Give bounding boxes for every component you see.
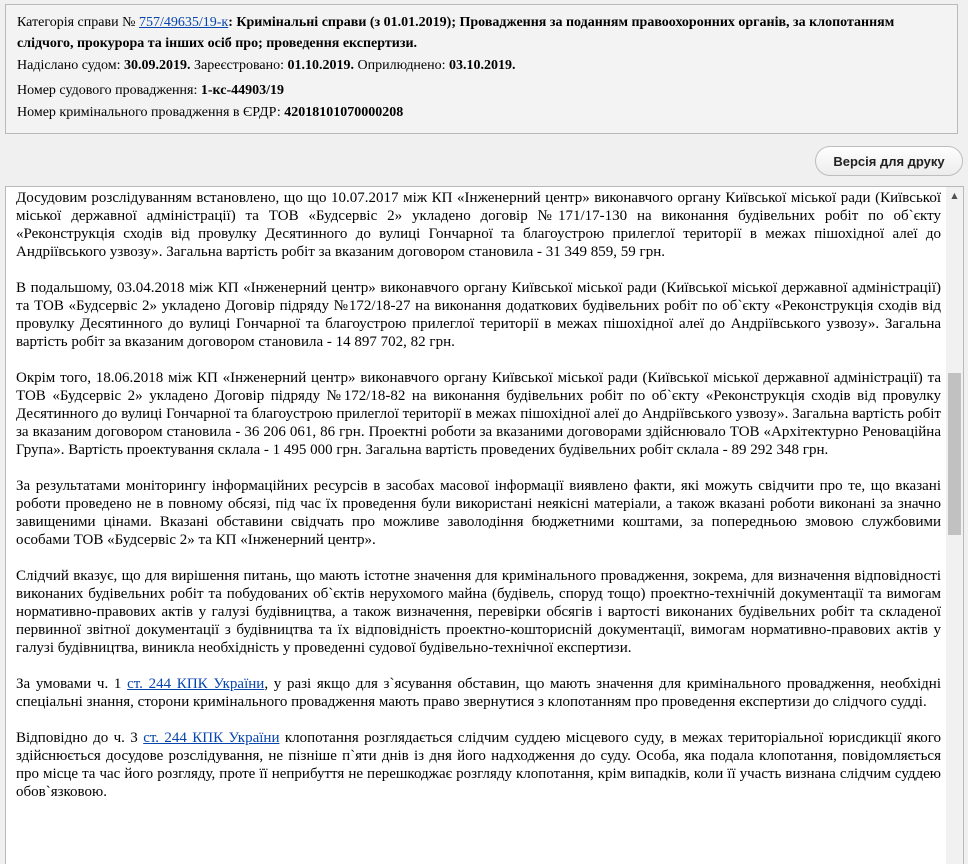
case-number-link[interactable]: 757/49635/19-к	[138, 15, 229, 30]
article-244-link[interactable]: ст. 244 КПК України	[143, 730, 280, 746]
vertical-scrollbar[interactable]	[946, 187, 963, 864]
paragraph-text: клопотання розглядається слідчим суддею місцевого суду, в межах територіальної юрисдикції якого здійснюється досудове розслідування, не пізніше п`яти днів із дня його надходження до суду. Особа, яка подала клопотання, повідомляється про місце та час його розгляду, проте її неприбуття не перешкоджає розгляду клопотання, крім випадків, коли її участь визнана слідчим суддею обов`язковою.	[16, 730, 941, 800]
erdr-number: 42018101070000208	[284, 105, 404, 120]
sent-date: 30.09.2019.	[124, 58, 191, 73]
published-label: Оприлюднено:	[357, 58, 446, 73]
scroll-up-arrow-icon[interactable]: ▲	[951, 191, 958, 200]
print-version-button[interactable]: Версія для друку	[815, 146, 963, 176]
erdr-line	[17, 102, 948, 123]
court-proceeding-number: 1-кс-44903/19	[200, 83, 285, 98]
paragraph: Слідчий вказує, що для вирішення питань, що мають істотне значення для кримінального провадження, зокрема, для визначення відповідності виконаних будівельних робіт та побудованих об`єктів нерухомого майна (будівель, споруд тощо) проектно-технічній документації та вимогам нормативно-правових актів у галузі будівництва, а також визначення, перевірки обсягів і вартості виконаних будівельних робіт та складеної первинної звітної документації з будівництва та їх відповідність проектно-кошторисній документації, вимогам нормативно-правових актів у галузі будівництва, виникла необхідність у проведенні судової будівельно-технічної експертизи.	[16, 568, 941, 656]
case-category-line	[17, 12, 948, 54]
document-frame[interactable]	[5, 186, 964, 864]
dates-line	[17, 55, 948, 76]
erdr-label: Номер кримінального провадження в ЄРДР:	[17, 105, 281, 120]
paragraph-text: Відповідно до ч. 3	[16, 730, 144, 746]
court-proceeding-line	[17, 80, 948, 101]
paragraph: Окрім того, 18.06.2018 між КП «Інженерний центр» виконавчого органу Київської міської ради (Київської міської державної адміністрації) та ТОВ «Будсервіс 2» укладено Договір підряду №172/18-82 на виконання будівельних робіт по об`єкту «Реконструкція сходів від провулку Десятинного до вулиці Гончарної та благоустрою прилеглої території в межах пішохідної алеї до Андріївського узвозу». Загальна вартість робіт за вказаним договором становила - 36 206 061, 86 грн. Проектні роботи за вказаними договорами здійснювало ТОВ «Архітектурно Реноваційна Група». Вартість проектування склала - 1 495 000 грн. Загальна вартість проведених будівельних робіт склала - 89 292 348 грн.	[16, 370, 941, 458]
paragraph: В подальшому, 03.04.2018 між КП «Інженерний центр» виконавчого органу Київської міської ради (Київської міської державної адміністрації) та ТОВ «Будсервіс 2» укладено Договір підряду №172/18-27 на виконання додаткових будівельних робіт по об`єкту «Реконструкція сходів від провулку Десятинного до вулиці Гончарної та благоустрою прилеглої території в межах пішохідної алеї до Андріївського узвозу». Загальна вартість робіт за вказаним договором становила - 14 897 702, 82 грн.	[16, 280, 941, 350]
registered-date: 01.10.2019.	[287, 58, 354, 73]
document-text	[16, 189, 941, 819]
category-text: : Кримінальні справи (з 01.01.2019); Провадження за поданням правоохоронних органів, за клопотанням слідчого, прокурора та інших осіб про; проведення експертизи.	[17, 15, 895, 51]
category-label: Категорія справи №	[17, 15, 136, 30]
paragraph-text: За умовами ч. 1	[16, 676, 128, 692]
case-info-panel	[5, 4, 958, 134]
sent-label: Надіслано судом:	[17, 58, 121, 73]
paragraph: Досудовим розслідуванням встановлено, що що 10.07.2017 між КП «Інженерний центр» виконавчого органу Київської міської ради (Київської міської державної адміністрації) та ТОВ «Будсервіс 2» укладено договір №171/17-130 на виконання будівельних робіт по об`єкту «Реконструкція сходів від провулку Десятинного до вулиці Гончарної та благоустрою прилеглої території в межах пішохідної алеї до Андріївського узвозу». Загальна вартість робіт за вказаним договором становила - 31 349 859, 59 грн.	[16, 190, 941, 260]
paragraph	[16, 675, 941, 711]
paragraph	[16, 729, 941, 801]
paragraph-text: , у разі якщо для з`ясування обставин, що мають значення для кримінального провадження, необхідні спеціальні знання, сторони кримінального провадження мають право звернутися з клопотанням про проведення експертизи до слідчого судді.	[16, 676, 941, 710]
registered-label: Зареєстровано:	[194, 58, 284, 73]
published-date: 03.10.2019.	[449, 58, 516, 73]
article-244-link[interactable]: ст. 244 КПК України	[127, 676, 265, 692]
court-proceeding-label: Номер судового провадження:	[17, 83, 198, 98]
paragraph: За результатами моніторингу інформаційних ресурсів в засобах масової інформації виявлено факти, які можуть свідчити про те, що вказані роботи проведено не в повному обсязі, під час їх проведення були використані неякісні матеріали, а також вказані роботи виконані за значно завищеними цінами. Вказані обставини свідчать про можливе заволодіння бюджетними коштами, за попередньою змовою службовими особами ТОВ «Будсервіс 2» та КП «Інженерний центр».	[16, 478, 941, 548]
scrollbar-thumb[interactable]	[948, 373, 961, 535]
